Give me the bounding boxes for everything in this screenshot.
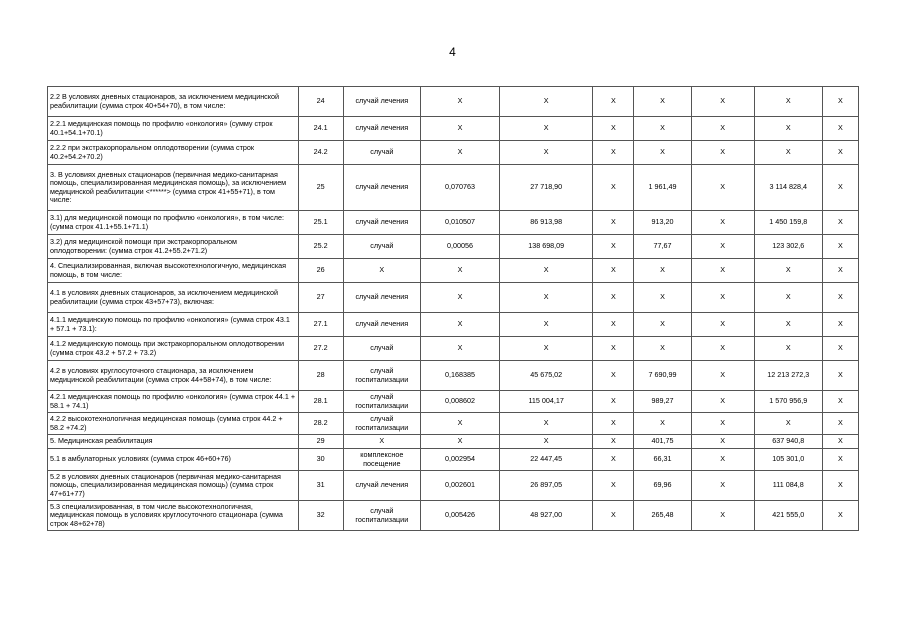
cell-col-4: 0,00056 [420,235,499,259]
unit-of-measure: X [343,259,420,283]
row-description: 3. В условиях дневных стационаров (первичная медико-санитарная помощь, специализированная медицинская помощь), за исключением медицинской реабилитации <******> (сумма строк 41+55+71), в том числе: [48,165,299,211]
cell-col-10: X [822,211,858,235]
row-description: 5.2 в условиях дневных стационаров (первичная медико-санитарная помощь, специализированная медицинская помощь) (сумма строк 47+61+77) [48,471,299,501]
cell-col-7: X [634,87,691,117]
cell-col-6: X [593,211,634,235]
cell-col-4: X [420,435,499,449]
cell-col-5: 138 698,09 [500,235,593,259]
cell-col-7: 265,48 [634,501,691,531]
row-number: 24.1 [298,117,343,141]
unit-of-measure: случай госпитализации [343,413,420,435]
cell-col-7: 401,75 [634,435,691,449]
cell-col-6: X [593,87,634,117]
cell-col-10: X [822,117,858,141]
row-number: 28.2 [298,413,343,435]
cell-col-7: X [634,259,691,283]
table-row [48,449,859,471]
cell-col-8: X [691,141,754,165]
row-number: 32 [298,501,343,531]
cell-col-4: 0,168385 [420,361,499,391]
cell-col-10: X [822,501,858,531]
unit-of-measure: случай [343,337,420,361]
cell-col-6: X [593,435,634,449]
row-number: 27.1 [298,313,343,337]
row-number: 28 [298,361,343,391]
cell-col-4: X [420,87,499,117]
cell-col-6: X [593,471,634,501]
cell-col-9: 12 213 272,3 [754,361,822,391]
cell-col-6: X [593,141,634,165]
cell-col-6: X [593,313,634,337]
cell-col-10: X [822,449,858,471]
cell-col-10: X [822,337,858,361]
cell-col-8: X [691,117,754,141]
row-description: 4.2.2 высокотехнологичная медицинская помощь (сумма строк 44.2 + 58.2 +74.2) [48,413,299,435]
cell-col-4: X [420,141,499,165]
cell-col-8: X [691,87,754,117]
cell-col-10: X [822,413,858,435]
row-number: 29 [298,435,343,449]
cell-col-8: X [691,413,754,435]
cell-col-6: X [593,501,634,531]
cell-col-7: X [634,141,691,165]
unit-of-measure: случай лечения [343,165,420,211]
cell-col-5: 27 718,90 [500,165,593,211]
table-row [48,141,859,165]
cell-col-6: X [593,165,634,211]
cell-col-9: X [754,413,822,435]
row-number: 24 [298,87,343,117]
cell-col-4: X [420,117,499,141]
cell-col-4: X [420,413,499,435]
table-row [48,165,859,211]
cell-col-7: 69,96 [634,471,691,501]
cell-col-9: X [754,337,822,361]
cell-col-5: X [500,259,593,283]
cell-col-9: X [754,259,822,283]
row-description: 4.1.1 медицинскую помощь по профилю «онкология» (сумма строк 43.1 + 57.1 + 73.1): [48,313,299,337]
unit-of-measure: случай госпитализации [343,361,420,391]
row-description: 3.2) для медицинской помощи при экстракорпоральном оплодотворении: (сумма строк 41.2+55.2+71.2) [48,235,299,259]
table-row [48,413,859,435]
cell-col-5: 86 913,98 [500,211,593,235]
cell-col-10: X [822,313,858,337]
row-description: 2.2 В условиях дневных стационаров, за исключением медицинской реабилитации (сумма строк 40+54+70), в том числе: [48,87,299,117]
unit-of-measure: случай лечения [343,313,420,337]
cell-col-4: X [420,337,499,361]
cell-col-9: 1 450 159,8 [754,211,822,235]
unit-of-measure: случай госпитализации [343,391,420,413]
cell-col-9: X [754,117,822,141]
cell-col-4: 0,005426 [420,501,499,531]
cell-col-10: X [822,165,858,211]
cell-col-4: X [420,283,499,313]
cell-col-10: X [822,361,858,391]
cell-col-7: 913,20 [634,211,691,235]
row-number: 25 [298,165,343,211]
cell-col-4: 0,002954 [420,449,499,471]
unit-of-measure: случай лечения [343,87,420,117]
row-description: 5.3 специализированная, в том числе высокотехнологичная, медицинская помощь в условиях круглосуточного стационара (сумма строк 48+62+78) [48,501,299,531]
cell-col-6: X [593,449,634,471]
table-row [48,87,859,117]
cell-col-9: 111 084,8 [754,471,822,501]
table-row [48,283,859,313]
cell-col-6: X [593,413,634,435]
cell-col-10: X [822,235,858,259]
cell-col-10: X [822,471,858,501]
cell-col-5: X [500,337,593,361]
row-number: 30 [298,449,343,471]
data-table [47,86,859,531]
cell-col-7: 7 690,99 [634,361,691,391]
row-description: 2.2.1 медицинская помощь по профилю «онкология» (сумму строк 40.1+54.1+70.1) [48,117,299,141]
cell-col-4: 0,010507 [420,211,499,235]
unit-of-measure: случай [343,141,420,165]
unit-of-measure: случай лечения [343,117,420,141]
row-description: 4.2.1 медицинская помощь по профилю «онкология» (сумма строк 44.1 + 58.1 + 74.1) [48,391,299,413]
table-row [48,391,859,413]
cell-col-4: X [420,259,499,283]
cell-col-10: X [822,435,858,449]
cell-col-7: X [634,313,691,337]
cell-col-9: X [754,87,822,117]
table-row [48,337,859,361]
cell-col-5: 26 897,05 [500,471,593,501]
cell-col-5: X [500,283,593,313]
unit-of-measure: случай [343,235,420,259]
row-description: 4.1.2 медицинскую помощь при экстракорпоральном оплодотворении (сумма строк 43.2 + 57.2 + 73.2) [48,337,299,361]
cell-col-10: X [822,259,858,283]
cell-col-8: X [691,211,754,235]
row-number: 25.2 [298,235,343,259]
cell-col-6: X [593,259,634,283]
row-number: 28.1 [298,391,343,413]
cell-col-7: X [634,337,691,361]
unit-of-measure: случай лечения [343,283,420,313]
table-row [48,501,859,531]
cell-col-7: X [634,117,691,141]
row-number: 26 [298,259,343,283]
row-description: 5. Медицинская реабилитация [48,435,299,449]
cell-col-5: X [500,117,593,141]
cell-col-7: X [634,283,691,313]
cell-col-5: 45 675,02 [500,361,593,391]
cell-col-7: X [634,413,691,435]
row-description: 4.2 в условиях круглосуточного стационара, за исключением медицинской реабилитации (сумма строк 44+58+74), в том числе: [48,361,299,391]
row-description: 5.1 в амбулаторных условиях (сумма строк 46+60+76) [48,449,299,471]
cell-col-7: 77,67 [634,235,691,259]
cell-col-4: 0,008602 [420,391,499,413]
cell-col-5: X [500,413,593,435]
cell-col-5: 22 447,45 [500,449,593,471]
cell-col-8: X [691,313,754,337]
table-row [48,235,859,259]
cell-col-9: 1 570 956,9 [754,391,822,413]
row-number: 24.2 [298,141,343,165]
cell-col-8: X [691,391,754,413]
cell-col-8: X [691,435,754,449]
cell-col-10: X [822,141,858,165]
cell-col-9: 123 302,6 [754,235,822,259]
table-row [48,259,859,283]
row-number: 25.1 [298,211,343,235]
table-row [48,313,859,337]
row-number: 31 [298,471,343,501]
cell-col-9: 105 301,0 [754,449,822,471]
cell-col-4: X [420,313,499,337]
cell-col-5: 48 927,00 [500,501,593,531]
cell-col-8: X [691,283,754,313]
unit-of-measure: случай госпитализации [343,501,420,531]
page-number: 4 [449,45,456,59]
cell-col-8: X [691,449,754,471]
cell-col-6: X [593,283,634,313]
cell-col-5: X [500,87,593,117]
cell-col-8: X [691,501,754,531]
cell-col-5: X [500,141,593,165]
cell-col-6: X [593,391,634,413]
cell-col-9: X [754,141,822,165]
cell-col-8: X [691,361,754,391]
table-row [48,435,859,449]
cell-col-9: 3 114 828,4 [754,165,822,211]
cell-col-6: X [593,337,634,361]
cell-col-9: 421 555,0 [754,501,822,531]
cell-col-4: 0,002601 [420,471,499,501]
cell-col-5: X [500,313,593,337]
unit-of-measure: X [343,435,420,449]
cell-col-9: X [754,283,822,313]
cell-col-7: 66,31 [634,449,691,471]
cell-col-10: X [822,283,858,313]
cell-col-6: X [593,361,634,391]
cell-col-7: 1 961,49 [634,165,691,211]
cell-col-5: 115 004,17 [500,391,593,413]
cell-col-8: X [691,471,754,501]
cell-col-7: 989,27 [634,391,691,413]
row-description: 4.1 в условиях дневных стационаров, за исключением медицинской реабилитации (сумма строк 43+57+73), включая: [48,283,299,313]
cell-col-9: X [754,313,822,337]
unit-of-measure: случай лечения [343,471,420,501]
row-description: 3.1) для медицинской помощи по профилю «онкология», в том числе: (сумма строк 41.1+55.1+71.1) [48,211,299,235]
cell-col-10: X [822,391,858,413]
row-description: 4. Специализированная, включая высокотехнологичную, медицинская помощь, в том числе: [48,259,299,283]
cell-col-4: 0,070763 [420,165,499,211]
table-row [48,211,859,235]
unit-of-measure: комплексное посещение [343,449,420,471]
table-row [48,117,859,141]
cell-col-8: X [691,235,754,259]
cell-col-5: X [500,435,593,449]
cell-col-10: X [822,87,858,117]
cell-col-6: X [593,235,634,259]
row-description: 2.2.2 при экстракорпоральном оплодотворении (сумма строк 40.2+54.2+70.2) [48,141,299,165]
cell-col-9: 637 940,8 [754,435,822,449]
table-row [48,361,859,391]
cell-col-8: X [691,165,754,211]
table-row [48,471,859,501]
unit-of-measure: случай лечения [343,211,420,235]
cell-col-6: X [593,117,634,141]
row-number: 27.2 [298,337,343,361]
cell-col-8: X [691,337,754,361]
cell-col-8: X [691,259,754,283]
row-number: 27 [298,283,343,313]
